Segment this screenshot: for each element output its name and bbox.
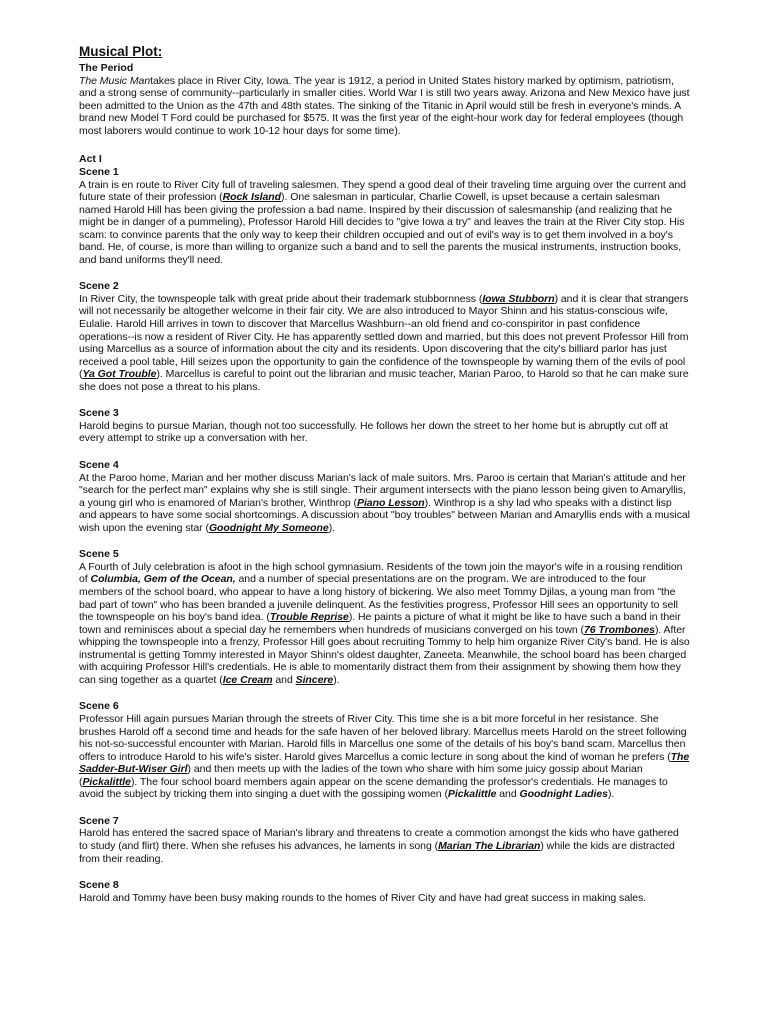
document-title: Musical Plot: (79, 44, 163, 59)
scene1-text: A train is en route to River City full of traveling salesmen. They spend a good deal of their traveling time arguing over the current and future state of their profession ( (79, 178, 686, 204)
scene2-heading: Scene 2 (79, 280, 119, 293)
song-columbia: Columbia, Gem of the Ocean, (90, 573, 236, 586)
song-ice-cream: Ice Cream (222, 673, 273, 686)
scene1-paragraph (79, 179, 690, 267)
scene2-text: In River City, the townspeople talk with great pride about their trademark stubbornness ( (79, 292, 483, 305)
scene5-paragraph (79, 561, 690, 686)
scene6-paragraph (79, 713, 690, 801)
scene6-text: ). The four school board members again appear on the scene demanding the professor's credentials. He manages to avoid the subject by tricking them into singing a duet with the gossiping women ( (79, 775, 668, 801)
song-iowa-stubborn: Iowa Stubborn (482, 292, 555, 305)
period-text: takes place in River City, Iowa. The year is 1912, a period in United States history marked by optimism, patriotism, and a strong sense of community--particularly in smaller cities. World War I is still two years away. Arizona and New Mexico have just been admitted to the Union as the 47th and 48th states. The sinking of the Titanic in April would still be fresh in everyone's minds. A brand new Model T Ford could be purchased for $575. It was the first year of the eight-hour work day for federal employees (though most laborers would continue to work 10-12 hour days for some time). (79, 74, 690, 137)
song-sincere: Sincere (295, 673, 334, 686)
scene4-heading: Scene 4 (79, 459, 119, 471)
scene1-heading: Scene 1 (79, 165, 119, 178)
scene6-text: Professor Hill again pursues Marian through the streets of River City. This time she is a bit more forceful in her resistance. She brushes Harold off a second time and heads for the safe haven of her beloved library. Marcellus meets Harold on the street following his not-so-successful encounter with Marian. Harold fills in Marcellus one some of the details of his boy's band scam. Marcellus then offers to introduce Harold to his wife's sister. Harold gives Marcellus a comic lecture in song about the kind of woman he prefers ( (79, 712, 687, 763)
scene2-text: ) and it is clear that strangers will not necessarily be altogether welcome in their fair city. We are also introduced to Mayor Shinn and his status-conscious wife, Eulalie. Harold Hill arrives in town to discover that Marcellus Washburn--an old friend and co-conspiritor in past confidence operations--is now a resident of River City. He has apparently settled down and married, but this does not prevent Professor Hill from using Marcellus as a source of information about the city and its residents. Upon discovering that the city's billiard parlor has just received a pool table, Hill seizes upon the opportunity to gain the confidence of the townspeople by warning them of the evils of pool ( (79, 292, 689, 381)
scene6-text: ) and then meets up with the ladies of the town who share with him some juicy gossip about Marian ( (79, 763, 643, 788)
scene5-text: ). (333, 673, 340, 686)
show-title: The Music Man (79, 74, 151, 87)
scene7-heading: Scene 7 (79, 814, 119, 827)
song-ya-got-trouble: Ya Got Trouble (82, 368, 157, 381)
scene4-paragraph (79, 472, 690, 535)
scene6-text: ). (607, 788, 615, 801)
song-piano-lesson: Piano Lesson (356, 496, 425, 509)
song-76-trombones: 76 Trombones (583, 623, 655, 636)
scene7-text: ) while the kids are distracted from their reading. (79, 839, 675, 865)
scene6-heading: Scene 6 (79, 700, 119, 713)
scene4-text: ). (328, 521, 336, 534)
scene2-paragraph (79, 293, 690, 393)
scene5-text: ). After whipping the townspeople into a frenzy, Professor Hill goes about recruiting Tommy to help him organize River City's band. He is also instrumental is getting Tommy interested in Mayor Shinn's oldest daughter, Zaneeta. Meanwhile, the school board has been charged with acquiring Professor Hill's credentials. He is able to momentarily distract them from their assignment by showing them how they can sing together as a quartet ( (79, 623, 690, 686)
scene8-heading: Scene 8 (79, 879, 119, 892)
scene3-paragraph: Harold begins to pursue Marian, though not too successfully. He follows her down the street to her home but is abruptly cut off at every attempt to strike up a conversation with her. (79, 419, 669, 445)
period-paragraph (79, 75, 690, 138)
scene5-text: A Fourth of July celebration is afoot in the high school gymnasium. Residents of the town join the mayor's wife in a rousing rendition of (79, 560, 683, 586)
song-pickalittle: Pickalittle (82, 775, 131, 788)
song-sadder-but-wiser-girl: The Sadder-But-Wiser Girl (79, 750, 690, 776)
scene5-text: ). He paints a picture of what it might be like to have such a band in their town and reminisces about a special day he remembers when hundreds of musicians converged on his town ( (79, 611, 681, 636)
scene6-text: and (496, 788, 520, 801)
scene5-heading: Scene 5 (79, 548, 119, 561)
song-rock-island: Rock Island (222, 191, 282, 204)
act-heading: Act I (79, 153, 102, 166)
scene5-text: and a number of special presentations are on the program. We are introduced to the four members of the school board, who appear to have a long history of bickering. We also meet Tommy Djilas, a young man from "the bad part of town" who has been branded a juvenile delinquent. As the festivities progress, Professor Hill sees an opportunity to sell the townspeople on his boy's band idea. ( (79, 573, 678, 624)
scene1-text: ). One salesman in particular, Charlie Cowell, is upset because a certain salesman named Harold Hill has been giving the profession a bad name. Inspired by their discussion of salesmanship (and realizing that he might be in danger of a pummeling), Professor Harold Hill decides to "give Iowa a try" and leaves the train at the River City stop. His scam: to convince parents that the only way to keep their children occupied and out of evil's way is to get them involved in a boy's band. He, of course, is more than willing to organize such a band and to sell the parents the musical instruments, instruction books, and band uniforms they'll need. (79, 191, 685, 266)
scene4-text: At the Paroo home, Marian and her mother discuss Marian's lack of male suitors. Mrs. Paroo is certain that Marian's attitude and her "search for the perfect man" explains why she is still single. Their argument intersects with the piano lesson being given to Amaryllis, a young girl who is enamored of Marian's brother, Winthrop ( (79, 471, 686, 509)
song-trouble-reprise: Trouble Reprise (269, 611, 349, 624)
scene3-heading: Scene 3 (79, 407, 119, 420)
song-pickalittle-reprise: Pickalittle (447, 788, 497, 801)
scene7-text: Harold has entered the sacred space of Marian's library and threatens to create a commotion amongst the kids who have gathered to study (and flirt) there. When she refuses his advances, he laments in song ( (79, 827, 679, 852)
scene4-text: ). Winthrop is a shy lad who speaks with a distinct lisp and appears to have some social shortcomings. A discussion about "boy troubles" between Marian and Amaryllis ends with a musical wish upon the evening star ( (79, 496, 690, 534)
scene7-paragraph (79, 827, 690, 865)
scene5-text: and (272, 673, 296, 686)
scene2-text: ). Marcellus is careful to point out the librarian and music teacher, Marian Paroo, to Harold so that he can make sure she does not pose a threat to his plans. (79, 368, 689, 393)
song-goodnight-my-someone: Goodnight My Someone (208, 521, 329, 534)
period-heading: The Period (79, 62, 134, 74)
song-goodnight-ladies: Goodnight Ladies (519, 788, 608, 801)
song-marian-the-librarian: Marian The Librarian (438, 839, 541, 852)
scene8-paragraph: Harold and Tommy have been busy making rounds to the homes of River City and have had great success in making sales. (79, 891, 647, 904)
